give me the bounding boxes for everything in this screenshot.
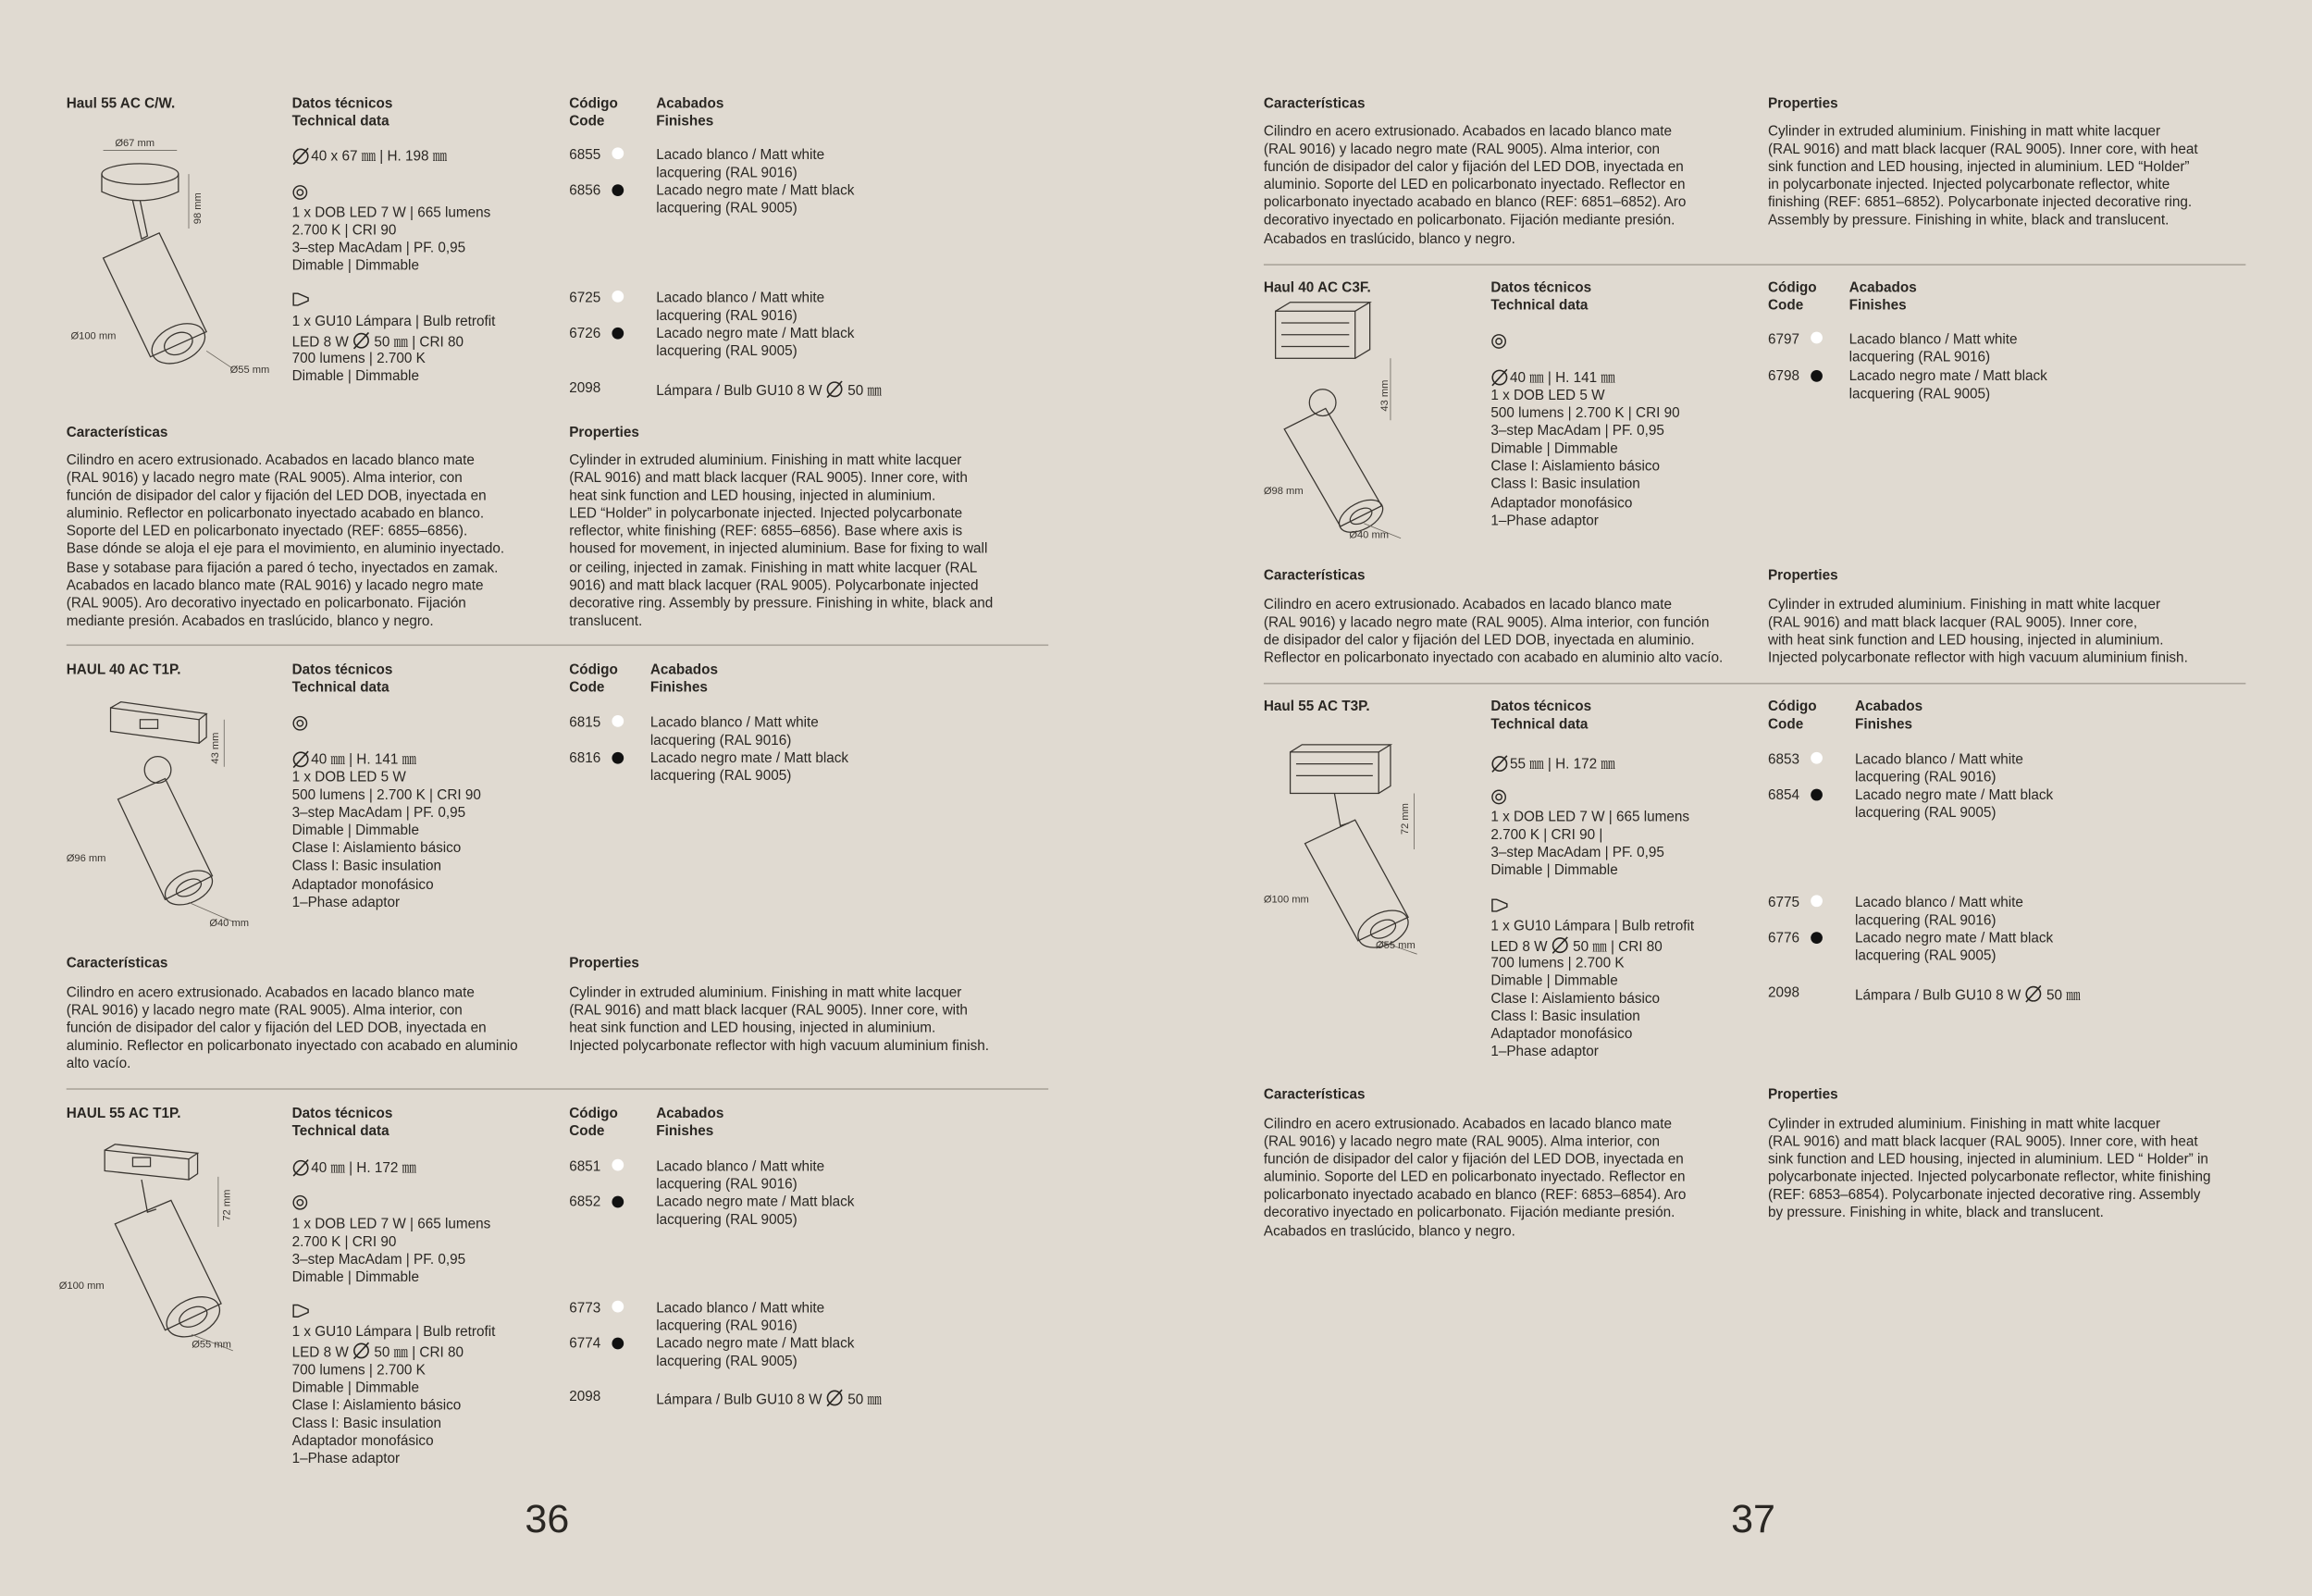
description-en: Cylinder in extruded aluminium. Finishing in matt white lacquer (RAL 9016) and matt black lacquer (RAL 9005). Inner core, with heat sink function and LED housing, injected in aluminium. Injected polycarbonate reflector with high vacuum aluminium finish.: [569, 984, 990, 1056]
lamp-text: Lámpara / Bulb GU10 8 W: [656, 383, 822, 400]
codigo-label: Código: [569, 95, 618, 113]
page-number: 36: [525, 1496, 570, 1541]
led-specs: 1 x DOB LED 5 W 500 lumens | 2.700 K | CRI 90 3–step MacAdam | PF. 0,95 Dimable | Dimmable Clase I: Aislamiento básico Class I: Basic insulation Adaptador monofásico 1–Phase adaptor: [291, 769, 481, 911]
codigo-label: Código: [1767, 279, 1817, 297]
description-en: Cylinder in extruded aluminium. Finishing in matt white lacquer (RAL 9016) and matt black lacquer (RAL 9005). Inner core, with heat sink function and LED housing, injected in aluminium. LED “Holder” in polycarbonate injected. Injected polycarbonate reflector, white finishing (REF: 6855–6856). Base where axis is housed for movement, in injected aluminium. Base for fixing to wall or ceiling, injected in zamak. Finishing in matt white lacquer (RAL 9016) and matt black lacquer (RAL 9005). Polycarbonate injected decorative ring. Assembly by pressure. Finishing in white, black and translucent.: [569, 452, 994, 630]
technical-label: Technical data: [291, 113, 389, 130]
code: 6774: [569, 1335, 601, 1353]
code: 2098: [569, 380, 601, 397]
description-en: Cylinder in extruded aluminium. Finishing in matt white lacquer (RAL 9016) and matt black lacquer (RAL 9005). Inner core, with heat sink function and LED housing, injected in aluminium. LED “Holder” in polycarbonate injected. Injected polycarbonate reflector, white finishing (REF: 6851–6852). Polycarbonate injected decorative ring. Assembly by pressure. Finishing in white, black and translucent.: [1767, 123, 2198, 229]
properties-heading: Properties: [1767, 1086, 1838, 1104]
acabados-label: Acabados: [1848, 279, 1917, 297]
dim-height-label: 72 mm: [221, 1189, 233, 1221]
diameter-icon: [1552, 936, 1569, 954]
dim-bottom-label: Ø55 mm: [229, 365, 270, 377]
caracteristicas-heading: Características: [66, 955, 168, 972]
diameter-icon: [292, 750, 310, 768]
product-drawing: [56, 1135, 278, 1356]
white-finish-swatch: [612, 715, 624, 727]
lamp-dim: 50 ㎜: [2046, 987, 2081, 1005]
code: 2098: [569, 1389, 601, 1405]
caracteristicas-heading: Características: [66, 425, 168, 441]
black-finish-swatch: [612, 184, 624, 196]
code: 6776: [1767, 930, 1799, 947]
product-name: Haul 55 AC C/W.: [66, 95, 176, 113]
bulb-icon: [292, 1304, 310, 1318]
finish-text: Lacado negro mate / Matt black lacquering (RAL 9005): [656, 1194, 855, 1229]
dim-left-label: Ø100 mm: [58, 1280, 105, 1292]
properties-heading: Properties: [569, 955, 639, 972]
dim-left-label: Ø100 mm: [70, 330, 117, 342]
bulb-watt: LED 8 W: [291, 334, 349, 352]
finish-text: Lacado negro mate / Matt black lacquering (RAL 9005): [656, 182, 855, 217]
led-chip-icon: [1490, 333, 1507, 350]
technical-label: Technical data: [291, 1123, 389, 1141]
led-chip-icon: [292, 715, 309, 732]
lamp-line: [1855, 985, 2081, 1006]
diameter-icon: [352, 332, 370, 350]
dim-height-label: 43 mm: [1379, 379, 1391, 412]
diameter-icon: [292, 147, 310, 165]
datos-label: Datos técnicos: [291, 1106, 393, 1122]
bulb-icon: [1490, 898, 1508, 913]
datos-label: Datos técnicos: [1490, 699, 1592, 715]
acabados-label: Acabados: [656, 95, 724, 113]
code: 6797: [1767, 331, 1799, 349]
acabados-label: Acabados: [1855, 699, 1923, 715]
finishes-label: Finishes: [656, 113, 714, 130]
description-es: Cilindro en acero extrusionado. Acabados en lacado blanco mate (RAL 9016) y lacado negro mate (RAL 9005). Alma interior, con función de disipador del calor y fijación del LED DOB, inyectada en aluminio. Reflector en policarbonato inyectado acabado en blanco. Soporte del LED en policarbonato inyectado (REF: 6855–6856). Base dónde se aloja el eje para el movimiento, en aluminio inyectado. Base y sotabase para fijación a pared ó techo, inyectados en zamak. Acabados en lacado blanco mate (RAL 9016) y lacado negro mate (RAL 9005). Aro decorativo inyectado en policarbonato. Fijación mediante presión. Acabados en traslúcido, blanco y negro.: [66, 452, 505, 630]
finishes-label: Finishes: [1848, 297, 1907, 315]
bulb-specs: 700 lumens | 2.700 K Dimable | Dimmable: [291, 351, 426, 386]
diameter-icon: [826, 380, 844, 398]
size-text: 55 ㎜ | H. 172 ㎜: [1510, 756, 1615, 773]
finish-text: Lacado blanco / Matt white lacquering (RAL 9016): [656, 1300, 825, 1335]
white-finish-swatch: [1811, 332, 1823, 344]
bulb-dim: 50 ㎜ | CRI 80: [374, 1344, 464, 1362]
led-specs: 1 x DOB LED 7 W | 665 lumens 2.700 K | CRI 90 3–step MacAdam | PF. 0,95 Dimable | Dimmable: [291, 1216, 491, 1287]
size-text: 40 ㎜ | H. 172 ㎜: [311, 1160, 416, 1177]
bulb-line-2: [292, 332, 464, 353]
technical-label: Technical data: [1490, 716, 1589, 734]
black-finish-swatch: [1811, 789, 1823, 801]
finish-text: Lacado negro mate / Matt black lacquering (RAL 9005): [1855, 787, 2054, 822]
properties-heading: Properties: [569, 425, 639, 441]
white-finish-swatch: [1811, 895, 1823, 907]
product-name: HAUL 40 AC T1P.: [66, 662, 181, 679]
finish-text: Lacado blanco / Matt white lacquering (RAL 9016): [656, 147, 825, 182]
black-finish-swatch: [612, 1338, 624, 1350]
bulb-line-1: 1 x GU10 Lámpara | Bulb retrofit: [1490, 918, 1695, 935]
white-finish-swatch: [612, 1301, 624, 1313]
code-label: Code: [1767, 297, 1804, 315]
bulb-line-2: [292, 1342, 464, 1362]
description-es: Cilindro en acero extrusionado. Acabados en lacado blanco mate (RAL 9016) y lacado negro mate (RAL 9005). Alma interior, con función de disipador del calor y fijación del LED DOB, inyectada en aluminio. Soporte del LED en policarbonato inyectado. Reflector en policarbonato inyectado acabado en blanco (REF: 6851–6852). Aro decorativo inyectado en policarbonato. Fijación mediante presión. Acabados en traslúcido, blanco y negro.: [1263, 123, 1687, 248]
bulb-specs: 700 lumens | 2.700 K Dimable | Dimmable Clase I: Aislamiento básico Class I: Basic insulation Adaptador monofásico 1–Phase adaptor: [1490, 955, 1661, 1061]
bulb-dim: 50 ㎜ | CRI 80: [374, 334, 464, 352]
finish-text: Lacado blanco / Matt white lacquering (RAL 9016): [1848, 331, 2018, 366]
finish-text: Lacado negro mate / Matt black lacquering (RAL 9005): [1848, 368, 2047, 403]
code: 6726: [569, 326, 601, 342]
bulb-line-1: 1 x GU10 Lámpara | Bulb retrofit: [291, 314, 496, 331]
diameter-icon: [1490, 755, 1508, 773]
dim-height-label: 98 mm: [192, 192, 204, 225]
code: 6725: [569, 290, 601, 307]
black-finish-swatch: [612, 1196, 624, 1208]
finish-text: Lacado negro mate / Matt black lacquering (RAL 9005): [656, 1335, 855, 1370]
finishes-label: Finishes: [649, 679, 708, 697]
product-drawing: [59, 693, 280, 932]
white-finish-swatch: [1811, 752, 1823, 764]
lamp-text: Lámpara / Bulb GU10 8 W: [1855, 987, 2021, 1005]
lamp-dim: 50 ㎜: [847, 1392, 882, 1409]
product-name: Haul 40 AC C3F.: [1263, 279, 1371, 297]
dim-bottom-label: Ø40 mm: [209, 917, 250, 929]
product-drawing: [1261, 737, 1482, 959]
description-es: Cilindro en acero extrusionado. Acabados en lacado blanco mate (RAL 9016) y lacado negro mate (RAL 9005). Alma interior, con función de disipador del calor y fijación del LED DOB, inyectada en aluminio. Soporte del LED en policarbonato inyectado. Reflector en policarbonato inyectado acabado en blanco (REF: 6853–6854). Aro decorativo inyectado en policarbonato. Fijación mediante presión. Acabados en traslúcido, blanco y negro.: [1263, 1116, 1687, 1240]
bulb-line-1: 1 x GU10 Lámpara | Bulb retrofit: [291, 1324, 496, 1341]
finish-text: Lacado negro mate / Matt black lacquering (RAL 9005): [1855, 930, 2054, 965]
code: 6853: [1767, 751, 1799, 769]
finish-text: Lacado blanco / Matt white lacquering (RAL 9016): [649, 714, 819, 749]
datos-label: Datos técnicos: [291, 662, 393, 679]
page-number: 37: [1731, 1496, 1776, 1541]
code: 6815: [569, 714, 601, 732]
finishes-label: Finishes: [1855, 716, 1913, 734]
product-drawing: [1261, 300, 1482, 551]
dim-height-label: 72 mm: [1400, 803, 1412, 835]
codigo-label: Código: [569, 662, 618, 679]
black-finish-swatch: [1811, 932, 1823, 944]
dim-left-label: Ø98 mm: [1263, 485, 1304, 497]
bulb-line-2: [1490, 936, 1662, 957]
finish-text: Lacado negro mate / Matt black lacquering (RAL 9005): [656, 326, 855, 361]
finishes-label: Finishes: [656, 1123, 714, 1141]
dim-bottom-label: Ø55 mm: [192, 1339, 231, 1351]
bulb-specs: 700 lumens | 2.700 K Dimable | Dimmable Clase I: Aislamiento básico Class I: Basic insulation Adaptador monofásico 1–Phase adaptor: [291, 1362, 462, 1468]
datos-label: Datos técnicos: [1490, 279, 1592, 297]
code: 6852: [569, 1194, 601, 1211]
description-en: Cylinder in extruded aluminium. Finishing in matt white lacquer (RAL 9016) and matt black lacquer (RAL 9005). Inner core, with heat sink function and LED housing, injected in aluminium. Injected polycarbonate reflector with high vacuum aluminium finish.: [1767, 597, 2188, 667]
lamp-line: [656, 380, 882, 401]
datos-label: Datos técnicos: [291, 95, 393, 113]
lamp-text: Lámpara / Bulb GU10 8 W: [656, 1392, 822, 1409]
dim-left-label: Ø96 mm: [66, 852, 106, 864]
white-finish-swatch: [612, 147, 624, 159]
code-label: Code: [569, 679, 605, 697]
finish-text: Lacado blanco / Matt white lacquering (RAL 9016): [656, 290, 825, 325]
acabados-label: Acabados: [649, 662, 718, 679]
code: 6851: [569, 1158, 601, 1176]
product-name: Haul 55 AC T3P.: [1263, 699, 1370, 715]
code: 6773: [569, 1300, 601, 1318]
code-label: Code: [569, 113, 605, 130]
led-specs: 1 x DOB LED 5 W 500 lumens | 2.700 K | CRI 90 3–step MacAdam | PF. 0,95 Dimable | Dimmable Clase I: Aislamiento básico Class I: Basic insulation Adaptador monofásico 1–Phase adaptor: [1490, 388, 1680, 529]
code: 2098: [1767, 984, 1799, 1002]
product-drawing: [59, 132, 280, 383]
white-finish-swatch: [612, 291, 624, 303]
code: 6798: [1767, 368, 1799, 385]
technical-label: Technical data: [1490, 297, 1589, 315]
dim-bottom-label: Ø40 mm: [1349, 529, 1390, 541]
divider: [1264, 264, 2245, 266]
finish-text: Lacado blanco / Matt white lacquering (RAL 9016): [1855, 751, 2023, 786]
product-name: HAUL 55 AC T1P.: [66, 1106, 181, 1122]
black-finish-swatch: [612, 752, 624, 764]
codigo-label: Código: [569, 1106, 618, 1122]
divider: [67, 1088, 1048, 1090]
code-label: Code: [569, 1123, 605, 1141]
diameter-icon: [826, 1389, 844, 1406]
caracteristicas-heading: Características: [1263, 567, 1366, 585]
technical-label: Technical data: [291, 679, 389, 697]
led-specs: 1 x DOB LED 7 W | 665 lumens 2.700 K | CRI 90 3–step MacAdam | PF. 0,95 Dimable | Dimmable: [291, 204, 491, 275]
dim-height-label: 43 mm: [209, 732, 221, 764]
caracteristicas-heading: Características: [1263, 1086, 1366, 1104]
black-finish-swatch: [612, 328, 624, 340]
size-text: 40 x 67 ㎜ | H. 198 ㎜: [311, 148, 448, 166]
description-es: Cilindro en acero extrusionado. Acabados en lacado blanco mate (RAL 9016) y lacado negro mate (RAL 9005). Alma interior, con función de disipador del calor y fijación del LED DOB, inyectada en aluminio. Reflector en policarbonato inyectado con acabado en aluminio alto vacío.: [1263, 597, 1724, 667]
diameter-icon: [2025, 985, 2043, 1003]
led-specs: 1 x DOB LED 7 W | 665 lumens 2.700 K | CRI 90 | 3–step MacAdam | PF. 0,95 Dimable | Dimmable: [1490, 809, 1690, 880]
code: 6854: [1767, 787, 1799, 804]
code: 6855: [569, 147, 601, 164]
caracteristicas-heading: Características: [1263, 95, 1366, 113]
description-en: Cylinder in extruded aluminium. Finishing in matt white lacquer (RAL 9016) and matt black lacquer (RAL 9005). Inner core, with heat sink function and LED housing, injected in aluminium. LED “ Holder” in polycarbonate injected. Injected polycarbonate reflector, white finishing (REF: 6853–6854). Polycarbonate injected decorative ring. Assembly by pressure. Finishing in white, black and translucent.: [1767, 1116, 2211, 1222]
properties-heading: Properties: [1767, 567, 1838, 585]
bulb-dim: 50 ㎜ | CRI 80: [1573, 939, 1663, 956]
size-text: 40 ㎜ | H. 141 ㎜: [311, 751, 416, 769]
bulb-watt: LED 8 W: [1490, 939, 1548, 956]
description-es: Cilindro en acero extrusionado. Acabados en lacado blanco mate (RAL 9016) y lacado negro mate (RAL 9005). Alma interior, con función de disipador del calor y fijación del LED DOB, inyectada en aluminio. Reflector en policarbonato inyectado con acabado en aluminio alto vacío.: [66, 984, 518, 1073]
codigo-label: Código: [1767, 699, 1817, 715]
size-text: 40 ㎜ | H. 141 ㎜: [1510, 370, 1615, 387]
lamp-dim: 50 ㎜: [847, 383, 882, 400]
finish-text: Lacado negro mate / Matt black lacquering (RAL 9005): [649, 750, 849, 786]
dim-top-label: Ø67 mm: [115, 137, 155, 149]
bulb-icon: [292, 292, 310, 307]
diameter-icon: [1490, 368, 1508, 386]
led-chip-icon: [1490, 789, 1507, 806]
bulb-watt: LED 8 W: [291, 1344, 349, 1362]
finish-text: Lacado blanco / Matt white lacquering (RAL 9016): [1855, 895, 2023, 930]
divider: [1264, 683, 2245, 685]
led-chip-icon: [292, 1194, 309, 1211]
properties-heading: Properties: [1767, 95, 1838, 113]
code: 6816: [569, 750, 601, 767]
lamp-line: [656, 1389, 882, 1409]
code-label: Code: [1767, 716, 1804, 734]
code: 6856: [569, 182, 601, 200]
diameter-icon: [352, 1342, 370, 1359]
white-finish-swatch: [612, 1159, 624, 1171]
divider: [67, 644, 1048, 646]
finish-text: Lacado blanco / Matt white lacquering (RAL 9016): [656, 1158, 825, 1194]
acabados-label: Acabados: [656, 1106, 724, 1122]
led-chip-icon: [292, 184, 309, 201]
dim-left-label: Ø100 mm: [1263, 894, 1309, 906]
dim-bottom-label: Ø55 mm: [1376, 939, 1416, 951]
black-finish-swatch: [1811, 370, 1823, 382]
diameter-icon: [292, 1159, 310, 1177]
code: 6775: [1767, 895, 1799, 911]
